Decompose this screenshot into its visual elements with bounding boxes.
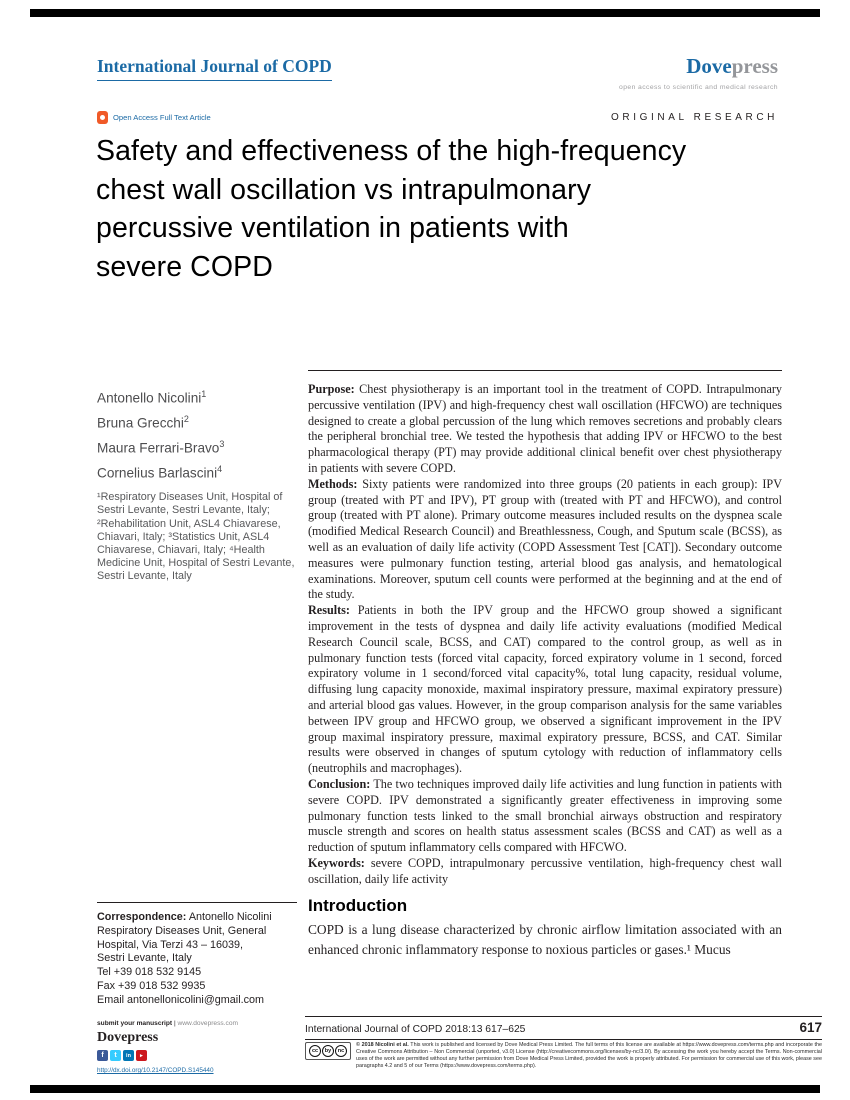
facebook-icon[interactable]: f [97,1050,108,1061]
copyright-text [356,1042,822,1070]
abstract-section-conclusion [308,777,782,856]
citation-bar [305,1016,822,1040]
abstract-section-results [308,603,782,777]
abstract-label: Keywords: [308,855,365,870]
copyright-block [305,1042,822,1070]
abstract-label: Conclusion: [308,776,371,791]
author: Antonello Nicolini$^1$ [97,389,207,406]
publisher-logo-dove: Dove [686,54,732,78]
correspondence-line: Respiratory Diseases Unit, General [97,924,267,937]
author-sup: 2 [183,414,189,425]
abstract-label: Results: [308,603,350,618]
linkedin-icon[interactable]: in [123,1050,134,1061]
article-title-line: percussive ventilation in patients with [96,212,569,244]
footer-publisher-logo [97,1030,302,1046]
author: Bruna Grecchi$^2$ [97,414,189,431]
footer-logo-press: press [127,1030,159,1045]
abstract-text: severe COPD, intrapulmonary percussive ventilation, high-frequency chest wall oscillation, daily life activity [308,855,782,886]
page-number: 617 [799,1020,822,1035]
dovepress-url[interactable]: www.dovepress.com [177,1020,238,1027]
publisher-tagline: open access to scientific and medical research [619,84,778,91]
abstract-text: Sixty patients were randomized into three groups (20 patients in each group): IPV group (treated with PT and IPV), PT group with (treated with PT and HFCWO), and control group (treated with PT alone). Primary outcome measures included results on the dyspnea scale (modified Medical Research Council) and Breathlessness, Cough, and Sputum scale (BCSS), as well as an evaluation of daily life activity (COPD Assessment Test [CAT]). Secondary outcome measures were pulmonary function testing, arterial blood gas analysis, and hematological examinations. Moreover, sputum cell counts were performed at the beginning and at the end of the study. [308,476,782,602]
bottom-rule-bar [30,1085,820,1093]
correspondence-name: Antonello Nicolini [188,911,272,923]
open-access-row [97,111,211,124]
correspondence-line: Sestri Levante, Italy [97,952,192,965]
publisher-logo-press: press [731,54,778,78]
twitter-icon[interactable]: t [110,1050,121,1061]
publisher-logo [686,54,778,79]
section-heading-introduction: Introduction [308,895,408,915]
author-sup: 1 [201,389,207,399]
submit-separator: | [173,1020,176,1027]
cc-by-icon: by [322,1045,334,1057]
correspondence-line: Fax +39 018 532 9935 [97,979,206,992]
open-access-icon-dot [100,115,105,120]
top-rule-bar [30,9,820,17]
submit-manuscript-label: submit your manuscript [97,1020,173,1027]
introduction-paragraph: COPD is a lung disease characterized by chronic airflow limitation associated with an enhanced chronic inflammatory response to noxious particles or gases.¹ Mucus [308,921,782,957]
abstract-and-intro [308,370,782,960]
youtube-icon[interactable]: ► [136,1050,147,1061]
doi-link[interactable]: http://dx.doi.org/10.2147/COPD.S145440 [97,1067,214,1074]
abstract-section-keywords [308,856,782,888]
affiliations: ¹Respiratory Diseases Unit, Hospital of Sestri Levante, Sestri Levante, Italy; ²Rehabilitation Unit, ASL4 Chiavarese, Chiavari, Italy; ³Statistics Unit, ASL4 Chiavarese, Chiavari, Italy; ⁴Health Medicine Unit, Hospital of Sestri Levante, Sestri Levante, Italy [97,491,295,583]
submit-manuscript-line [97,1020,302,1027]
social-icons-row [97,1050,302,1061]
footer-left [97,1020,302,1074]
journal-name: International Journal of COPD [97,56,332,81]
abstract-label: Methods: [308,476,358,491]
copyright-holder: © 2018 Nicolini et al. [356,1042,409,1048]
abstract-section-purpose [308,382,782,477]
abstract-text: Chest physiotherapy is an important tool in the treatment of COPD. Intrapulmonary percussive ventilation (IPV) and high-frequency chest wall oscillation (HFCWO) are techniques designed to create a global percussion of the lung which removes secretions and probably clears the peripheral bronchial tree. We tested the hypothesis that adding IPV or HFCWO to the best pharmacological therapy (PT) may provide additional clinical benefit over chest physiotherapy in patients with severe COPD. [308,382,783,475]
cc-license-badge [305,1042,351,1060]
article-title-line: severe COPD [96,250,273,283]
copyright-terms: This work is published and licensed by Dove Medical Press Limited. The full terms of this license are available at https://www.dovepress.com/terms.php and incorporate the Creative Commons Attribution – Non Commercial (unported, v3.0) License (http://creativecommons.org/licenses/by-nc/3.0/). By accessing the work you hereby accept the Terms. Non-commercial uses of the work are permitted without any further permission from Dove Medical Press Limited, provided the work is properly attributed. For permission for commercial use of this work, please see paragraphs 4.2 and 5 of our Terms (https://www.dovepress.com/terms.php). [356,1042,822,1070]
author-sup: 3 [219,439,225,450]
correspondence-line: Tel +39 018 532 9145 [97,966,202,979]
journal-citation: International Journal of COPD 2018:13 617–625 [305,1024,526,1035]
abstract-label: Purpose: [308,382,355,396]
correspondence-line [97,911,297,925]
article-title [96,132,756,286]
correspondence-email[interactable]: Email antonellonicolini@gmail.com [97,993,264,1006]
footer-logo-dove: Dove [97,1030,128,1045]
abstract-section-methods [308,477,782,603]
cc-nc-icon: nc [335,1045,347,1057]
author-affiliation-block [97,384,299,584]
abstract-text: Patients in both the IPV group and the HFCWO group showed a significant improvement in the tests of dyspnea and daily life activity evaluations (modified Medical Research Council scale, BCSS, and CAT) compared to the control group, as well as in pulmonary function tests (forced vital capacity, forced expiratory volume in 1 second, forced expiratory volume in 1 second/forced vital capacity%, total lung capacity, residual volume, diffusing lung capacity monoxide, maximal inspiratory pressure, maximal expiratory pressure) and arterial blood gas values. However, in the group comparison analysis for the same variables between IPV group and HFCWO group, we observed a significant improvement in the IPV group maximal inspiratory pressure, maximal expiratory pressure, BCSS, and CAT. Similar results were observed in changes of sputum cytology with reduction of inflammatory cells (neutrophils and macrophages). [308,603,782,776]
cc-icon: cc [309,1045,321,1057]
author: Cornelius Barlascini$^4$ [97,464,223,481]
article-title-line: chest wall oscillation vs intrapulmonary [96,173,592,206]
article-type-label: ORIGINAL RESEARCH [611,112,778,123]
article-title-line: Safety and effectiveness of the high-frequency [96,135,687,167]
author: Maura Ferrari-Bravo$^3$ [97,439,225,456]
correspondence-label: Correspondence: [97,911,187,923]
correspondence-block [97,902,297,1008]
correspondence-line: Hospital, Via Terzi 43 – 16039, [97,938,244,951]
open-access-icon [97,111,108,124]
abstract-text: The two techniques improved daily life activities and lung function in patients with severe COPD. IPV demonstrated a significantly greater effectiveness in improving some pulmonary function tests linked to the small bronchial airways obstruction and respiratory muscle strength and scores on health status assessment scales (BCSS and CAT) as well as a reduction of sputum inflammatory cells compared with HFCWO. [308,776,782,855]
open-access-label[interactable]: Open Access Full Text Article [113,113,211,122]
author-sup: 4 [217,464,223,475]
